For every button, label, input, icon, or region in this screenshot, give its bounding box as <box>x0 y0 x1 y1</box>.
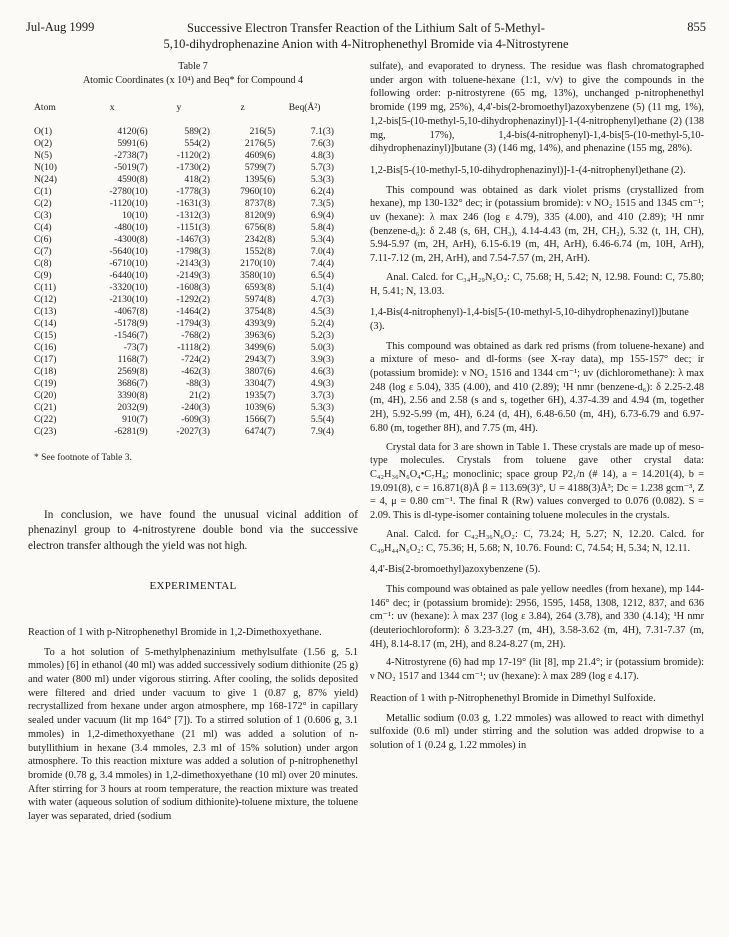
table-row <box>34 330 334 342</box>
cell-x: -2780(10) <box>109 186 148 197</box>
cell-z: 5799(7) <box>244 162 276 173</box>
cell-y: -724(2) <box>181 354 210 365</box>
cell-atom: C(19) <box>34 378 57 389</box>
cell-z: 1935(7) <box>244 390 276 401</box>
cell-beq: 6.2(4) <box>310 186 334 197</box>
cell-beq: 3.7(3) <box>310 390 334 401</box>
table-row <box>34 414 334 426</box>
cell-beq: 5.2(4) <box>310 318 334 329</box>
cell-atom: C(9) <box>34 270 52 281</box>
cell-y: 418(2) <box>184 174 210 185</box>
cell-z: 4609(6) <box>244 150 276 161</box>
cell-beq: 6.5(4) <box>310 270 334 281</box>
cell-x: 2032(9) <box>117 402 148 413</box>
cell-x: 4590(8) <box>117 174 148 185</box>
table-body <box>34 126 334 438</box>
cell-z: 216(5) <box>249 126 276 137</box>
cell-z: 5974(8) <box>244 294 276 305</box>
cell-beq: 4.6(3) <box>310 366 334 377</box>
cell-beq: 4.7(3) <box>310 294 334 305</box>
cell-z: 4393(9) <box>244 318 276 329</box>
cell-z: 2170(10) <box>240 258 276 269</box>
cell-z: 8737(8) <box>244 198 276 209</box>
page-header <box>26 20 706 60</box>
cell-x: -5640(10) <box>109 246 148 257</box>
cell-atom: C(16) <box>34 342 57 353</box>
table-row <box>34 150 334 162</box>
table-row <box>34 246 334 258</box>
cell-z: 1039(6) <box>244 402 276 413</box>
cell-z: 1395(6) <box>244 174 276 185</box>
column-header-atom: Atom <box>34 102 56 113</box>
cell-atom: C(4) <box>34 222 52 233</box>
cell-x: -6710(10) <box>109 258 148 269</box>
cell-beq: 5.1(4) <box>310 282 334 293</box>
cell-atom: O(2) <box>34 138 53 149</box>
cell-x: 4120(6) <box>117 126 148 137</box>
cell-beq: 3.9(3) <box>310 354 334 365</box>
cell-beq: 7.1(3) <box>310 126 334 137</box>
cell-atom: C(23) <box>34 426 57 437</box>
cell-x: -6281(9) <box>114 426 148 437</box>
cell-atom: O(1) <box>34 126 53 137</box>
cell-z: 8120(9) <box>244 210 276 221</box>
cell-atom: C(11) <box>34 282 57 293</box>
journal-date: Jul-Aug 1999 <box>26 20 95 34</box>
table-row <box>34 390 334 402</box>
cell-y: -1608(3) <box>176 282 210 293</box>
cell-atom: C(8) <box>34 258 52 269</box>
dmso-reaction-paragraph: Metallic sodium (0.03 g, 1.22 mmoles) was allowed to react with dimethyl sulfoxide (0.6 ml) under stirring and the solution was added dropwise to a solution of 1 (0.24 g, 1.22 mmoles) in <box>370 712 704 751</box>
cell-beq: 7.3(5) <box>310 198 334 209</box>
cell-y: 21(2) <box>189 390 210 401</box>
cell-atom: C(2) <box>34 198 52 209</box>
compound-3-heading: 1,4-Bis(4-nitrophenyl)-1,4-bis[5-(10-methyl-5,10-dihydrophenazinyl)]butane (3). <box>370 307 689 332</box>
cell-z: 3963(6) <box>244 330 276 341</box>
cell-atom: N(10) <box>34 162 57 173</box>
cell-x: -4300(8) <box>114 234 148 245</box>
table-row <box>34 318 334 330</box>
cell-atom: C(15) <box>34 330 57 341</box>
cell-beq: 4.8(3) <box>310 150 334 161</box>
cell-y: 554(2) <box>184 138 210 149</box>
cell-x: 2569(8) <box>117 366 148 377</box>
cell-atom: C(1) <box>34 186 52 197</box>
cell-atom: C(18) <box>34 366 57 377</box>
table-row <box>34 354 334 366</box>
table-footnote: * See footnote of Table 3. <box>34 453 132 463</box>
cell-beq: 5.3(3) <box>310 402 334 413</box>
compound-5-description: This compound was obtained as pale yellow needles (from hexane), mp 144-146° dec; ir (potassium bromide): 2956, 1595, 1458, 1308, 1212, 837, and 636 cm⁻¹: uv (hexane): λ max 237 (log ε 3.84), 264 (3.78), and 330 (4.14); ¹H nmr (deuteriochloroform): δ 3.23-3.27 (m, 4H), 3.58-3.62 (m, 4H), 7.31-7.37 (m, 4H), 8.14-8.17 (m, 2H), and 8.24-8.27 (m, 2H). <box>370 583 704 650</box>
cell-x: -2130(10) <box>109 294 148 305</box>
crystal-data-paragraph: Crystal data for 3 are shown in Table 1. These crystals are made up of meso-type molecules. Crystals from toluene gave other crystal data: C₄₂H₃₆N₆O₄•C₇H₈; monoclinic; space group P2₁/n (# 14), a = 14.201(4), b = 19.091(8), c = 16.871(8)Å β = 113.69(3)°, U = 4188(3)Å³; Dc = 1.238 gcm⁻³, Z = 4, μ = 0.80 cm⁻¹. The final R (Rw) values converged to 0.076 (0.082). S = 2.09. This is dl-type-isomer containing toluene molecules in the crystals. <box>370 441 704 522</box>
cell-y: -1151(3) <box>176 222 210 233</box>
cell-beq: 5.0(3) <box>310 342 334 353</box>
cell-beq: 6.9(4) <box>310 210 334 221</box>
compound-2-analysis: Anal. Calcd. for C₃₄H₂₉N₅O₂: C, 75.68; H, 5.42; N, 12.98. Found: C, 75.80; H, 5.41; N, 13.03. <box>370 271 704 297</box>
table-row <box>34 258 334 270</box>
cell-x: -5178(9) <box>114 318 148 329</box>
cell-y: -609(3) <box>181 414 210 425</box>
table-header-row <box>34 102 334 126</box>
cell-x: -4067(8) <box>114 306 148 317</box>
cell-y: -1798(3) <box>176 246 210 257</box>
cell-atom: C(22) <box>34 414 57 425</box>
table-row <box>34 126 334 138</box>
table-row <box>34 174 334 186</box>
cell-y: -1467(3) <box>176 234 210 245</box>
cell-x: 5991(6) <box>117 138 148 149</box>
column-header-beq: Beq(Å²) <box>288 102 321 113</box>
running-title <box>156 20 576 52</box>
procedure-paragraph: To a hot solution of 5-methylphenazinium methylsulfate (1.56 g, 5.1 mmoles) [6] in ethanol (40 ml) was added successively sodium dithionite (25 g) and water (800 ml) under vigorous stirring. After cooling, the solids deposited were filtered and dried under vacuum to give 1 (0.87 g, 87% yield) recrystallized from hexane under argon atmosphere, mp 168-172° in capillary sealed under vacuum (lit mp 164° [7]). To a stirred solution of 1 (0.606 g, 3.1 mmoles) in 1,2-dimethoxyethane (21 ml) was added a solution of n-butyllithium in hexane (3.4 mmoles, 2.3 ml of 15% solution) under argon atmosphere. To this reaction mixture was added a solution of p-nitrophenethyl bromide (0.78 g, 3.4 mmoles) in 1,2-dimethoxyethane (10 ml) over 20 minutes. After stirring for 3 hours at room temperature, the reaction mixture was treated with water (aqueous solution of sodium dithionite)-toluene mixture, the toluene layer was separated, dried (sodium <box>28 646 358 823</box>
column-header-z: z <box>240 102 245 113</box>
cell-atom: N(5) <box>34 150 53 161</box>
table-row <box>34 162 334 174</box>
cell-z: 3580(10) <box>240 270 276 281</box>
page-number: 855 <box>687 20 706 34</box>
cell-atom: C(20) <box>34 390 57 401</box>
column-header-y: y <box>176 102 182 113</box>
cell-beq: 5.2(3) <box>310 330 334 341</box>
cell-z: 6474(7) <box>244 426 276 437</box>
cell-x: 10(10) <box>122 210 148 221</box>
cell-z: 2342(8) <box>244 234 276 245</box>
cell-z: 1566(7) <box>244 414 276 425</box>
cell-x: -1546(7) <box>114 330 148 341</box>
cell-z: 7960(10) <box>240 186 276 197</box>
cell-atom: C(6) <box>34 234 52 245</box>
table-row <box>34 306 334 318</box>
compound-2-heading: 1,2-Bis[5-(10-methyl-5,10-dihydrophenazinyl)]-1-(4-nitrophenyl)ethane (2). <box>370 164 686 176</box>
cell-beq: 5.3(3) <box>310 174 334 185</box>
table-caption: Table 7 <box>178 61 208 72</box>
cell-atom: C(17) <box>34 354 57 365</box>
compound-6-description: 4-Nitrostyrene (6) had mp 17-19° (lit [8], mp 21.4°; ir (potassium bromide): ν NO₂ 1517 and 1344 cm⁻¹; uv (hexane): λ max 289 (log ε 4.17). <box>370 657 704 683</box>
cell-beq: 4.9(3) <box>310 378 334 389</box>
reaction-subheading: Reaction of 1 with p-Nitrophenethyl Bromide in 1,2-Dimethoxyethane. <box>28 626 322 638</box>
table-row <box>34 402 334 414</box>
cell-x: -3320(10) <box>109 282 148 293</box>
cell-y: -1120(2) <box>176 150 210 161</box>
compound-5-heading: 4,4'-Bis(2-bromoethyl)azoxybenzene (5). <box>370 564 541 576</box>
conclusion-paragraph: In conclusion, we have found the unusual vicinal addition of phenazinyl group to 4-nitrostyrene double bond via the successive electron transfer although the yield was not high. <box>28 508 358 552</box>
cell-y: -1631(3) <box>176 198 210 209</box>
table-row <box>34 234 334 246</box>
dmso-reaction-heading: Reaction of 1 with p-Nitrophenethyl Bromide in Dimethyl Sulfoxide. <box>370 692 656 704</box>
column-header-x: x <box>109 102 115 113</box>
table-subtitle: Atomic Coordinates (x 10⁴) and Beq* for Compound 4 <box>82 75 304 86</box>
cell-z: 1552(8) <box>244 246 276 257</box>
cell-z: 6756(8) <box>244 222 276 233</box>
cell-y: 589(2) <box>184 126 210 137</box>
right-column <box>370 60 704 758</box>
cell-x: -73(7) <box>123 342 148 353</box>
table-row <box>34 210 334 222</box>
experimental-heading: EXPERIMENTAL <box>149 580 237 593</box>
cell-atom: C(14) <box>34 318 57 329</box>
cell-x: -6440(10) <box>109 270 148 281</box>
cell-x: -5019(7) <box>114 162 148 173</box>
cell-y: -1794(3) <box>176 318 210 329</box>
table-row <box>34 282 334 294</box>
cell-atom: N(24) <box>34 174 57 185</box>
cell-beq: 5.8(4) <box>310 222 334 233</box>
cell-z: 2176(5) <box>244 138 276 149</box>
table-row <box>34 378 334 390</box>
cell-z: 3754(8) <box>244 306 276 317</box>
compound-3-analysis: Anal. Calcd. for C₄₂H₃₆N₆O₂: C, 73.24; H, 5.27; N, 12.20. Calcd. for C₄₉H₄₄N₆O₂: C, 75.36; H, 5.68; N, 10.76. Found: C, 74.54; H, 5.34; N, 12.11. <box>370 528 704 554</box>
table-row <box>34 342 334 354</box>
cell-x: -2738(7) <box>114 150 148 161</box>
left-column <box>28 60 358 829</box>
cell-beq: 5.3(4) <box>310 234 334 245</box>
cell-beq: 7.4(4) <box>310 258 334 269</box>
cell-atom: C(12) <box>34 294 57 305</box>
cell-beq: 7.6(3) <box>310 138 334 149</box>
cell-beq: 7.9(4) <box>310 426 334 437</box>
cell-z: 3304(7) <box>244 378 276 389</box>
cell-x: -480(10) <box>114 222 148 233</box>
running-title-line-2: 5,10-dihydrophenazine Anion with 4-Nitrophenethyl Bromide via 4-Nitrostyrene <box>163 37 569 51</box>
cell-y: -1730(2) <box>176 162 210 173</box>
cell-y: -2143(3) <box>176 258 210 269</box>
cell-atom: C(21) <box>34 402 57 413</box>
table-row <box>34 366 334 378</box>
cell-y: -1464(2) <box>176 306 210 317</box>
cell-x: 3390(8) <box>117 390 148 401</box>
cell-z: 3499(6) <box>244 342 276 353</box>
cell-x: -1120(10) <box>109 198 148 209</box>
table-row <box>34 198 334 210</box>
cell-y: -462(3) <box>181 366 210 377</box>
cell-beq: 5.5(4) <box>310 414 334 425</box>
compound-2-description: This compound was obtained as dark violet prisms (crystallized from hexane), mp 130-132° dec; ir (potassium bromide): ν NO₂ 1515 and 1345 cm⁻¹; uv (hexane): λ max 246 (log ε 4.79), 335 (4.00), and 410 (2.89); ¹H nmr (benzene-d₆): δ 2.48 (s, 6H, CH₃), 4.14-4.43 (m, 2H, CH₂), 5.32 (t, 1H, CH), 5.94-5.97 (m, 2H, ArH), 6.15-6.19 (m, 4H, ArH), 6.46-6.74 (m, 10H, ArH), 7.11-7.12 (m, 2H, ArH), and 7.54-7.57 (m, 2H, ArH). <box>370 184 704 265</box>
cell-y: -2027(3) <box>176 426 210 437</box>
cell-z: 3807(6) <box>244 366 276 377</box>
cell-atom: C(3) <box>34 210 52 221</box>
cell-z: 2943(7) <box>244 354 276 365</box>
table-row <box>34 138 334 150</box>
cell-y: -1292(2) <box>176 294 210 305</box>
cell-beq: 7.0(4) <box>310 246 334 257</box>
coordinates-table <box>34 102 334 438</box>
cell-y: -88(3) <box>186 378 210 389</box>
cell-x: 3686(7) <box>117 378 148 389</box>
cell-x: 910(7) <box>122 414 148 425</box>
cell-atom: C(7) <box>34 246 52 257</box>
cell-y: -240(3) <box>181 402 210 413</box>
running-title-line-1: Successive Electron Transfer Reaction of the Lithium Salt of 5-Methyl- <box>187 21 545 35</box>
table-row <box>34 270 334 282</box>
cell-y: -2149(3) <box>176 270 210 281</box>
cell-z: 6593(8) <box>244 282 276 293</box>
table-row <box>34 294 334 306</box>
cell-x: 1168(7) <box>117 354 148 365</box>
table-row <box>34 222 334 234</box>
table-row <box>34 426 334 438</box>
cell-y: -768(2) <box>181 330 210 341</box>
cell-y: -1312(3) <box>176 210 210 221</box>
cell-beq: 4.5(3) <box>310 306 334 317</box>
cell-y: -1778(3) <box>176 186 210 197</box>
cell-y: -1118(2) <box>177 342 210 353</box>
table-row <box>34 186 334 198</box>
cell-atom: C(13) <box>34 306 57 317</box>
compound-3-description: This compound was obtained as dark red prisms (from toluene-hexane) and a mixture of meso- and dl-forms (see X-ray data), mp 155-157° dec; ir (potassium bromide): ν NO₂ 1516 and 1344 cm⁻¹; uv (dichloromethane): λ max 248 (log ε 5.04), 335 (4.00), and 410 (2.89); ¹H nmr (benzene-d₆): δ 2.25-2.48 (m, 4H), 2.56 and 2.58 (s and s, together 6H), 4.37-4.39 and 4.94 (m, together 2H), 5.92-5.99 (m, 4H), 6.24 (d, 4H), 6.48-6.50 (m, 4H), 6.73-6.79 and 6.97-6.80 (m, together 8H), and 7.75 (m, 4H). <box>370 340 704 434</box>
cell-beq: 5.7(3) <box>310 162 334 173</box>
right-paragraph-1: sulfate), and evaporated to dryness. The residue was flash chromatographed under argon with toluene-hexane (1:1, v/v) to give the compounds in the following order: p-nitrostyrene (65 mg, 13%), unchanged p-nitrophenethyl bromide (199 mg, 25%), 4,4'-bis(2-bromoethyl)azoxybenzene (5) (11 mg, 1%), 1,2-bis[5-(10-methyl-5,10-dihydrophenazinyl)]-1-(4-nitrophenyl)ethane (2) (138 mg, 17%), 1,4-bis(4-nitrophenyl)-1,4-bis[5-(10-methyl-5,10-dihydrophenazinyl)]butane (3) (146 mg, 14%), and phenazine (155 mg, 28%). <box>370 61 704 155</box>
